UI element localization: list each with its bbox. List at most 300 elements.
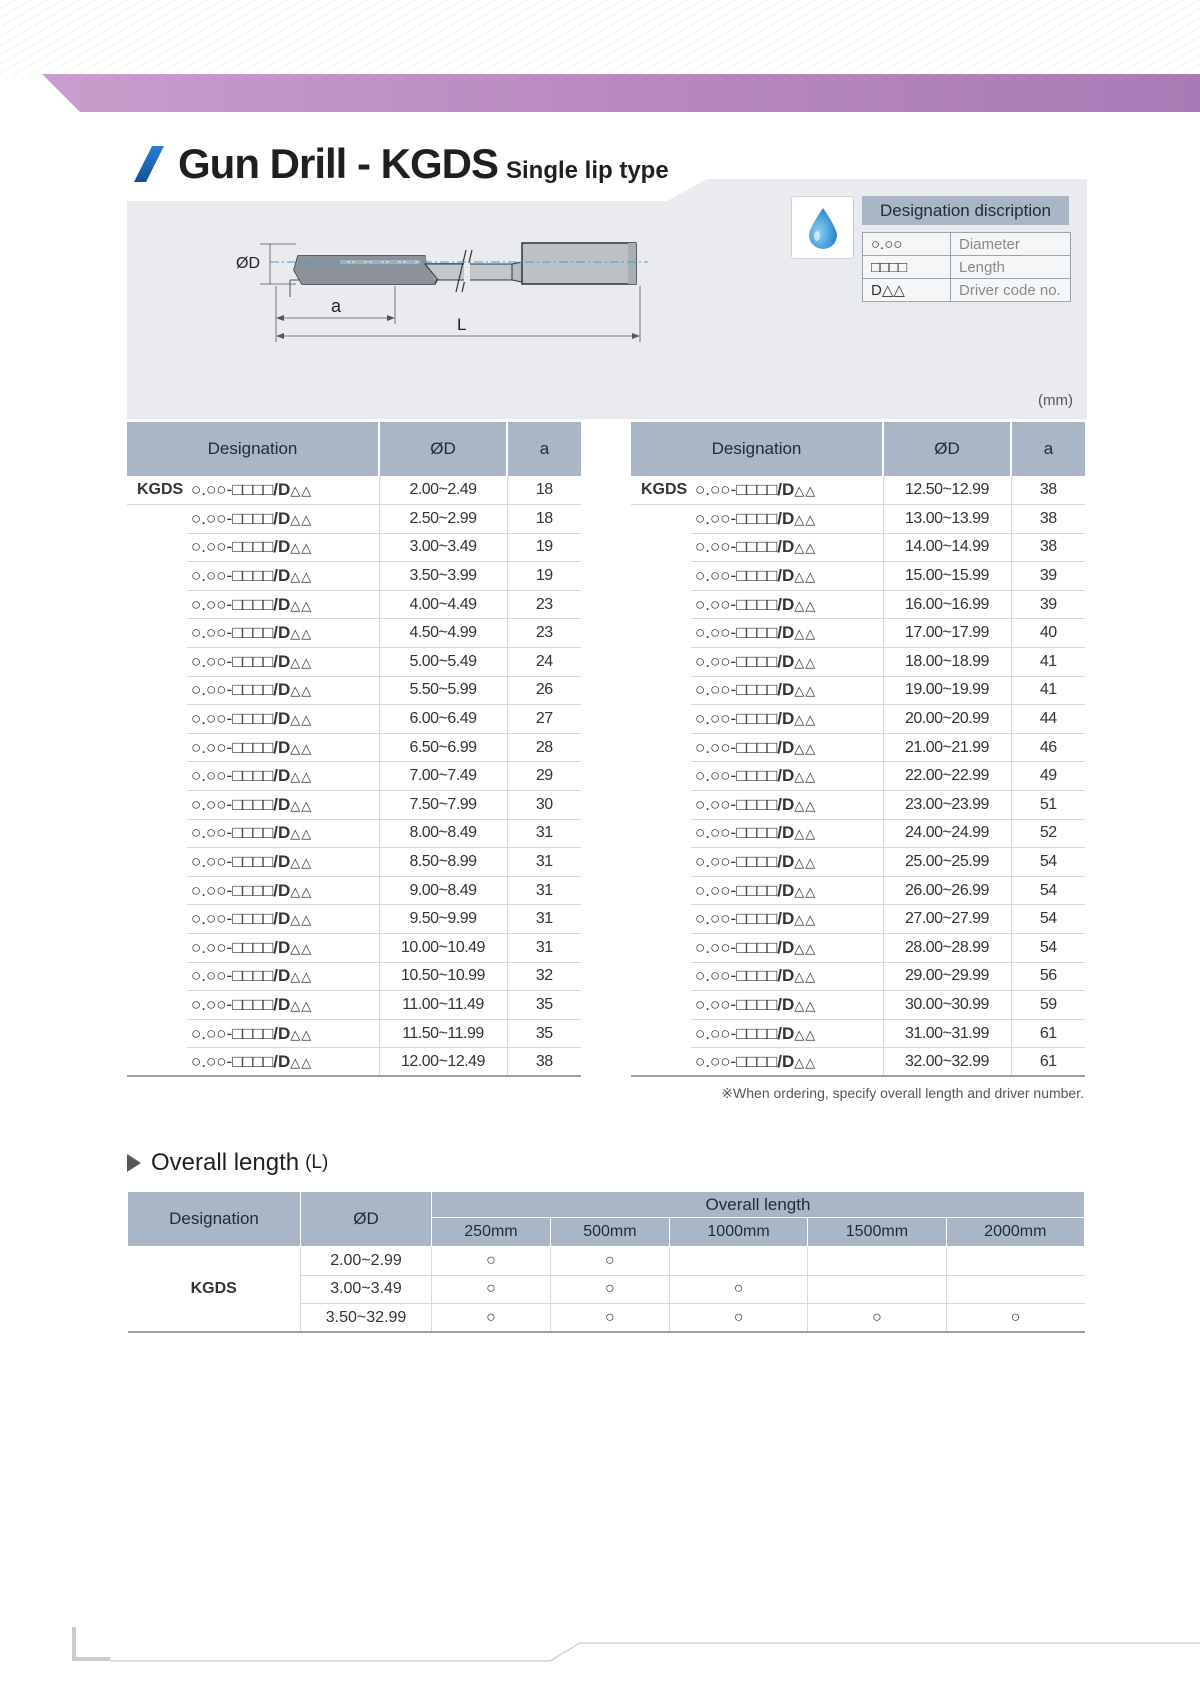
od-range: 10.00~10.49 [379, 934, 507, 963]
od-range: 14.00~14.99 [883, 533, 1011, 562]
spec-row [127, 876, 581, 905]
code-driver-number: △△ [794, 912, 817, 928]
od-range: 9.50~9.99 [379, 905, 507, 934]
designation-code [187, 876, 379, 905]
designation-code [691, 590, 883, 619]
designation-key-title: Designation discription [862, 196, 1069, 225]
a-value: 28 [507, 733, 581, 762]
spec-row [631, 762, 1085, 791]
code-diameter-length: ○.○○-□□□□ [695, 1023, 778, 1043]
code-driver-prefix: /D [273, 909, 291, 929]
spec-row [127, 590, 581, 619]
header-designation: Designation [631, 422, 883, 476]
code-driver-number: △△ [794, 654, 817, 670]
series-label [127, 705, 187, 734]
designation-code [691, 905, 883, 934]
overall-length-suffix: (L) [305, 1152, 329, 1173]
code-diameter-length: ○.○○-□□□□ [695, 909, 778, 929]
series-label [127, 505, 187, 534]
code-driver-number: △△ [290, 940, 313, 956]
designation-code [187, 733, 379, 762]
unit-label: (mm) [1038, 392, 1073, 409]
spec-row [127, 991, 581, 1020]
a-value: 35 [507, 991, 581, 1020]
code-diameter-length: ○.○○-□□□□ [191, 994, 274, 1014]
designation-code [187, 819, 379, 848]
code-driver-prefix: /D [273, 480, 291, 500]
key-code: ○.○○ [863, 233, 951, 256]
code-driver-number: △△ [794, 826, 817, 842]
designation-code [691, 676, 883, 705]
ol-mark: ○ [550, 1247, 669, 1276]
code-driver-prefix: /D [273, 537, 291, 557]
od-range: 3.00~3.49 [379, 533, 507, 562]
code-driver-number: △△ [794, 597, 817, 613]
a-value: 61 [1011, 1048, 1085, 1077]
code-diameter-length: ○.○○-□□□□ [695, 566, 778, 586]
od-range: 25.00~25.99 [883, 848, 1011, 877]
spec-row [127, 705, 581, 734]
od-range: 16.00~16.99 [883, 590, 1011, 619]
code-driver-number: △△ [290, 569, 313, 585]
footer-rule [110, 1640, 1200, 1662]
spec-row [631, 1019, 1085, 1048]
ol-mark [669, 1247, 807, 1276]
a-value: 54 [1011, 876, 1085, 905]
code-driver-number: △△ [290, 511, 313, 527]
code-driver-prefix: /D [273, 623, 291, 643]
a-value: 27 [507, 705, 581, 734]
od-range: 19.00~19.99 [883, 676, 1011, 705]
a-value: 56 [1011, 962, 1085, 991]
series-label [127, 876, 187, 905]
series-label [127, 590, 187, 619]
code-driver-number: △△ [290, 1054, 313, 1070]
designation-code [691, 848, 883, 877]
code-driver-prefix: /D [777, 680, 795, 700]
spec-row [631, 619, 1085, 648]
series-label [631, 562, 691, 591]
code-driver-number: △△ [290, 1026, 313, 1042]
code-driver-prefix: /D [273, 966, 291, 986]
spec-row [127, 934, 581, 963]
spec-row [127, 791, 581, 820]
code-driver-prefix: /D [273, 709, 291, 729]
code-driver-prefix: /D [777, 709, 795, 729]
designation-code [691, 505, 883, 534]
designation-code [187, 905, 379, 934]
designation-code [187, 791, 379, 820]
designation-code [691, 733, 883, 762]
code-driver-prefix: /D [273, 880, 291, 900]
designation-code [187, 934, 379, 963]
od-range: 24.00~24.99 [883, 819, 1011, 848]
series-label [127, 676, 187, 705]
code-driver-prefix: /D [777, 794, 795, 814]
spec-row [631, 648, 1085, 677]
series-label [631, 791, 691, 820]
code-driver-prefix: /D [777, 508, 795, 528]
od-range: 4.50~4.99 [379, 619, 507, 648]
code-diameter-length: ○.○○-□□□□ [191, 709, 274, 729]
header-od: ØD [379, 422, 507, 476]
gun-drill-diagram [236, 250, 710, 390]
code-driver-prefix: /D [777, 737, 795, 757]
code-driver-prefix: /D [777, 594, 795, 614]
title-main: Gun Drill - KGDS [178, 140, 498, 187]
code-diameter-length: ○.○○-□□□□ [695, 709, 778, 729]
code-diameter-length: ○.○○-□□□□ [695, 823, 778, 843]
code-driver-number: △△ [290, 712, 313, 728]
designation-code [187, 619, 379, 648]
designation-code [691, 1019, 883, 1048]
code-driver-prefix: /D [273, 508, 291, 528]
code-driver-prefix: /D [777, 852, 795, 872]
key-meaning: Diameter [951, 233, 1071, 256]
od-range: 17.00~17.99 [883, 619, 1011, 648]
ol-mark [946, 1275, 1084, 1304]
od-range: 7.00~7.49 [379, 762, 507, 791]
spec-row [127, 848, 581, 877]
ol-mark: ○ [432, 1247, 551, 1276]
ol-mark: ○ [432, 1275, 551, 1304]
code-driver-number: △△ [290, 997, 313, 1013]
spec-row [631, 934, 1085, 963]
od-range: 32.00~32.99 [883, 1048, 1011, 1077]
spec-row [631, 791, 1085, 820]
code-driver-number: △△ [794, 969, 817, 985]
ol-header-od: ØD [301, 1192, 432, 1247]
code-driver-number: △△ [794, 626, 817, 642]
od-range: 22.00~22.99 [883, 762, 1011, 791]
a-value: 19 [507, 562, 581, 591]
designation-code [187, 476, 379, 505]
designation-code [691, 991, 883, 1020]
series-label [127, 619, 187, 648]
code-driver-number: △△ [290, 883, 313, 899]
series-label [631, 819, 691, 848]
code-driver-number: △△ [794, 483, 817, 499]
title-sub: Single lip type [506, 157, 669, 184]
series-label [631, 1019, 691, 1048]
code-driver-prefix: /D [777, 937, 795, 957]
ol-row [128, 1247, 1085, 1276]
od-range: 2.50~2.99 [379, 505, 507, 534]
a-value: 19 [507, 533, 581, 562]
code-driver-number: △△ [290, 540, 313, 556]
designation-code [187, 505, 379, 534]
code-driver-prefix: /D [273, 994, 291, 1014]
a-value: 61 [1011, 1019, 1085, 1048]
code-driver-number: △△ [290, 912, 313, 928]
a-value: 54 [1011, 934, 1085, 963]
spec-row [631, 905, 1085, 934]
series-label [127, 762, 187, 791]
spec-row [127, 505, 581, 534]
designation-code [691, 533, 883, 562]
spec-row [631, 476, 1085, 505]
spec-row [127, 648, 581, 677]
spec-row [127, 1019, 581, 1048]
code-diameter-length: ○.○○-□□□□ [695, 623, 778, 643]
designation-code [187, 762, 379, 791]
designation-code [691, 819, 883, 848]
series-label [631, 962, 691, 991]
code-diameter-length: ○.○○-□□□□ [191, 566, 274, 586]
code-diameter-length: ○.○○-□□□□ [191, 966, 274, 986]
a-value: 38 [1011, 533, 1085, 562]
a-value: 18 [507, 476, 581, 505]
code-driver-number: △△ [290, 654, 313, 670]
ol-mark: ○ [669, 1304, 807, 1333]
a-value: 31 [507, 819, 581, 848]
spec-row [127, 619, 581, 648]
ol-mark: ○ [669, 1275, 807, 1304]
code-diameter-length: ○.○○-□□□□ [695, 880, 778, 900]
designation-code [691, 876, 883, 905]
label-od: ØD [236, 255, 260, 272]
series-label [631, 619, 691, 648]
od-range: 11.00~11.49 [379, 991, 507, 1020]
od-range: 29.00~29.99 [883, 962, 1011, 991]
spec-row [127, 533, 581, 562]
designation-code [187, 705, 379, 734]
drop-icon-box [791, 196, 854, 259]
od-range: 23.00~23.99 [883, 791, 1011, 820]
code-driver-prefix: /D [777, 909, 795, 929]
code-diameter-length: ○.○○-□□□□ [191, 623, 274, 643]
code-driver-prefix: /D [777, 651, 795, 671]
a-value: 41 [1011, 648, 1085, 677]
code-diameter-length: ○.○○-□□□□ [191, 651, 274, 671]
a-value: 54 [1011, 905, 1085, 934]
ol-mark: ○ [808, 1304, 946, 1333]
label-l: L [457, 315, 467, 334]
code-driver-number: △△ [290, 740, 313, 756]
a-value: 40 [1011, 619, 1085, 648]
code-driver-number: △△ [290, 826, 313, 842]
code-driver-number: △△ [794, 740, 817, 756]
series-label [127, 962, 187, 991]
ol-header-length: 2000mm [946, 1218, 1084, 1247]
spec-row [127, 562, 581, 591]
code-driver-prefix: /D [273, 566, 291, 586]
series-label [631, 934, 691, 963]
series-label [127, 1019, 187, 1048]
spec-table-left [127, 422, 581, 1077]
overall-length-table [127, 1191, 1085, 1333]
designation-code [187, 848, 379, 877]
designation-code [187, 562, 379, 591]
code-diameter-length: ○.○○-□□□□ [695, 1051, 778, 1071]
od-range: 3.50~3.99 [379, 562, 507, 591]
ol-header-length: 1500mm [808, 1218, 946, 1247]
designation-code [691, 962, 883, 991]
series-label [127, 733, 187, 762]
series-label [631, 991, 691, 1020]
od-range: 6.50~6.99 [379, 733, 507, 762]
series-label [127, 533, 187, 562]
od-range: 9.00~8.49 [379, 876, 507, 905]
code-diameter-length: ○.○○-□□□□ [695, 766, 778, 786]
spec-row [631, 676, 1085, 705]
designation-code [187, 1019, 379, 1048]
code-diameter-length: ○.○○-□□□□ [695, 966, 778, 986]
spec-row [127, 1048, 581, 1077]
footer-corner-mark [72, 1627, 110, 1661]
series-label [127, 819, 187, 848]
series-label [127, 562, 187, 591]
series-label [127, 905, 187, 934]
code-driver-number: △△ [290, 969, 313, 985]
designation-code [187, 991, 379, 1020]
code-diameter-length: ○.○○-□□□□ [191, 1051, 274, 1071]
designation-key-table [862, 232, 1071, 302]
a-value: 38 [1011, 476, 1085, 505]
key-meaning: Length [951, 256, 1071, 279]
code-diameter-length: ○.○○-□□□□ [695, 651, 778, 671]
code-driver-prefix: /D [273, 794, 291, 814]
code-driver-number: △△ [290, 683, 313, 699]
a-value: 39 [1011, 590, 1085, 619]
designation-key-row [863, 256, 1071, 279]
code-driver-prefix: /D [273, 766, 291, 786]
code-driver-prefix: /D [777, 623, 795, 643]
code-driver-prefix: /D [777, 566, 795, 586]
label-a: a [331, 296, 342, 316]
od-range: 2.00~2.49 [379, 476, 507, 505]
ol-mark [808, 1275, 946, 1304]
code-diameter-length: ○.○○-□□□□ [191, 880, 274, 900]
code-diameter-length: ○.○○-□□□□ [191, 1023, 274, 1043]
top-hatch-pattern [0, 0, 1200, 75]
code-driver-prefix: /D [273, 1023, 291, 1043]
code-diameter-length: ○.○○-□□□□ [191, 680, 274, 700]
code-driver-number: △△ [794, 883, 817, 899]
designation-code [691, 1048, 883, 1077]
spec-row [631, 848, 1085, 877]
code-driver-prefix: /D [777, 823, 795, 843]
spec-row [127, 762, 581, 791]
series-label [631, 733, 691, 762]
a-value: 59 [1011, 991, 1085, 1020]
top-color-band [42, 74, 1200, 112]
ol-header-group: Overall length [432, 1192, 1085, 1218]
spec-row [631, 533, 1085, 562]
designation-code [187, 676, 379, 705]
a-value: 26 [507, 676, 581, 705]
code-diameter-length: ○.○○-□□□□ [191, 766, 274, 786]
od-range: 28.00~28.99 [883, 934, 1011, 963]
a-value: 31 [507, 905, 581, 934]
series-label [631, 505, 691, 534]
a-value: 23 [507, 619, 581, 648]
designation-key-row [863, 279, 1071, 302]
od-range: 12.00~12.49 [379, 1048, 507, 1077]
od-range: 27.00~27.99 [883, 905, 1011, 934]
code-diameter-length: ○.○○-□□□□ [695, 508, 778, 528]
a-value: 29 [507, 762, 581, 791]
a-value: 31 [507, 848, 581, 877]
designation-key-row [863, 233, 1071, 256]
a-value: 31 [507, 934, 581, 963]
code-diameter-length: ○.○○-□□□□ [191, 937, 274, 957]
header-designation: Designation [127, 422, 379, 476]
od-range: 30.00~30.99 [883, 991, 1011, 1020]
code-driver-number: △△ [794, 769, 817, 785]
a-value: 31 [507, 876, 581, 905]
ol-mark: ○ [946, 1304, 1084, 1333]
series-label [631, 533, 691, 562]
spec-row [631, 991, 1085, 1020]
code-driver-prefix: /D [273, 852, 291, 872]
code-driver-number: △△ [290, 626, 313, 642]
series-label [127, 1048, 187, 1077]
code-driver-number: △△ [290, 769, 313, 785]
designation-code [187, 962, 379, 991]
ol-od: 3.50~32.99 [301, 1304, 432, 1333]
spec-row [127, 905, 581, 934]
header-a: a [507, 422, 581, 476]
code-diameter-length: ○.○○-□□□□ [191, 537, 274, 557]
code-driver-prefix: /D [273, 594, 291, 614]
od-range: 5.00~5.49 [379, 648, 507, 677]
a-value: 49 [1011, 762, 1085, 791]
code-driver-prefix: /D [777, 1023, 795, 1043]
od-range: 26.00~26.99 [883, 876, 1011, 905]
code-driver-prefix: /D [777, 994, 795, 1014]
overall-length-title: Overall length [151, 1149, 300, 1176]
code-diameter-length: ○.○○-□□□□ [695, 994, 778, 1014]
designation-code [691, 648, 883, 677]
designation-code [187, 533, 379, 562]
series-label [127, 648, 187, 677]
designation-code [691, 619, 883, 648]
a-value: 35 [507, 1019, 581, 1048]
spec-row [631, 962, 1085, 991]
od-range: 8.50~8.99 [379, 848, 507, 877]
triangle-bullet-icon [127, 1154, 141, 1172]
a-value: 41 [1011, 676, 1085, 705]
a-value: 52 [1011, 819, 1085, 848]
a-value: 51 [1011, 791, 1085, 820]
ol-header-designation: Designation [128, 1192, 301, 1247]
code-diameter-length: ○.○○-□□□□ [191, 823, 274, 843]
a-value: 30 [507, 791, 581, 820]
spec-row [127, 962, 581, 991]
code-driver-prefix: /D [273, 823, 291, 843]
code-driver-prefix: /D [777, 1051, 795, 1071]
code-diameter-length: ○.○○-□□□□ [191, 794, 274, 814]
key-code: D△△ [863, 279, 951, 302]
code-diameter-length: ○.○○-□□□□ [191, 737, 274, 757]
spec-row [631, 876, 1085, 905]
ol-mark: ○ [550, 1275, 669, 1304]
code-driver-prefix: /D [777, 880, 795, 900]
code-diameter-length: ○.○○-□□□□ [695, 794, 778, 814]
code-driver-prefix: /D [777, 537, 795, 557]
designation-code [691, 762, 883, 791]
series-label [631, 848, 691, 877]
code-driver-number: △△ [794, 569, 817, 585]
overall-length-heading [127, 1149, 328, 1177]
code-driver-prefix: /D [777, 966, 795, 986]
code-driver-number: △△ [290, 483, 313, 499]
code-diameter-length: ○.○○-□□□□ [191, 508, 274, 528]
code-driver-prefix: /D [273, 680, 291, 700]
od-range: 4.00~4.49 [379, 590, 507, 619]
a-value: 46 [1011, 733, 1085, 762]
